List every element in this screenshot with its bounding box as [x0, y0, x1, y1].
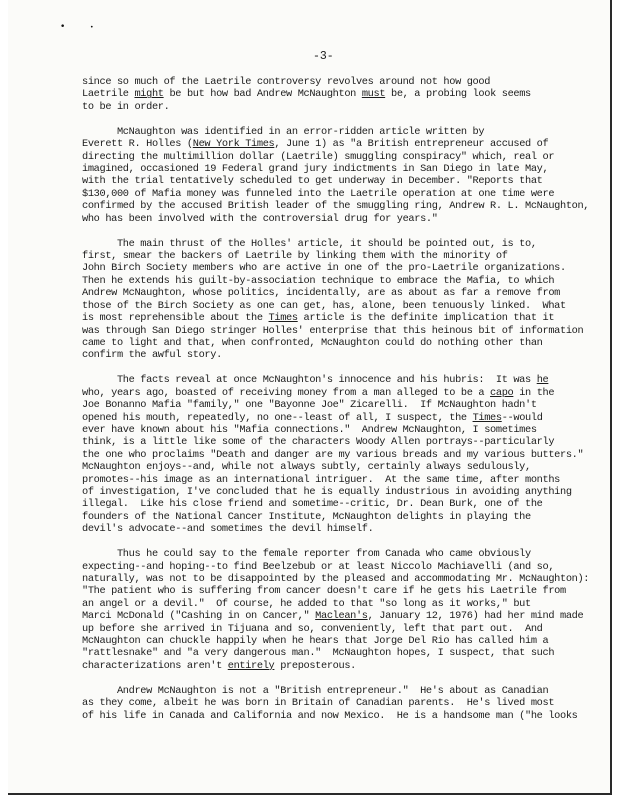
text-line — [82, 561, 582, 573]
text-run: came to light and that, when confronted, McNaughton could do nothing other than — [82, 336, 543, 349]
text-line — [82, 523, 582, 535]
text-line — [82, 461, 582, 473]
text-line — [82, 399, 582, 411]
text-line — [82, 511, 582, 523]
text-run: "rattlesnake" and "a very dangerous man." McNaughton hopes, I suspect, that such — [82, 647, 555, 660]
paragraph — [82, 374, 582, 535]
underlined-text: he — [536, 374, 549, 387]
text-line — [82, 101, 582, 113]
text-line — [82, 250, 582, 262]
text-run: be but how bad Andrew McNaughton — [163, 88, 362, 101]
text-run: to be in order. — [82, 100, 170, 113]
text-run: founders of the National Cancer Institute, McNaughton delights in playing the — [82, 510, 531, 523]
text-line — [82, 151, 582, 163]
text-line — [82, 412, 582, 424]
text-run: McNaughton was identified in an error-ridden article written by — [82, 125, 485, 138]
text-run: Andrew McNaughton, whose politics, incidentally, are as about as far a remove from — [82, 287, 560, 300]
text-line — [82, 88, 582, 100]
text-run: , June 1) as "a British entrepreneur accused of — [274, 138, 549, 151]
text-run: $130,000 of Mafia money was funneled into the Laetrile operation at one time were — [82, 187, 555, 200]
text-run: first, smear the backers of Laetrile by linking them with the minority of — [82, 250, 508, 263]
paragraph — [82, 125, 590, 225]
underlined-text: Times — [472, 411, 502, 424]
text-run: up before she arrived in Tijuana and so, conveniently, left that part out. And — [82, 622, 543, 635]
text-run: promotes--his image as an international intriguer. At the same time, after months — [82, 473, 560, 486]
text-line — [82, 436, 582, 448]
text-line — [82, 710, 582, 722]
text-line — [82, 610, 582, 622]
text-line — [82, 287, 582, 299]
text-run: preposterous. — [274, 659, 356, 672]
text-line — [82, 697, 582, 709]
text-line — [82, 585, 582, 597]
text-run: Then he extends his guilt-by-association technique to embrace the Mafia, to which — [82, 274, 555, 287]
underlined-text: must — [361, 88, 386, 101]
text-line — [82, 647, 582, 659]
text-run: Marci McDonald ("Cashing in on Cancer," — [82, 610, 316, 623]
text-run: Andrew McNaughton is not a "British entrepreneur." He's about as Canadian — [82, 684, 549, 697]
text-line — [82, 238, 582, 250]
text-line — [82, 660, 582, 672]
corner-mark: • — [60, 22, 66, 32]
text-line — [82, 449, 582, 461]
text-line — [82, 424, 582, 436]
text-run: since so much of the Laetrile controversy revolves around not how good — [82, 76, 491, 88]
scan-margin — [0, 0, 8, 800]
underlined-text: capo — [490, 386, 514, 399]
text-run: characterizations aren't — [82, 659, 228, 672]
text-line — [82, 685, 582, 697]
paragraph — [82, 76, 582, 113]
text-run: imagined, occasioned 19 Federal grand jury indictments in San Diego in late May, — [82, 163, 549, 176]
corner-mark: • — [90, 24, 94, 31]
text-line — [82, 623, 582, 635]
text-run: think, is a little like some of the characters Woody Allen portrays--particularly — [82, 436, 555, 449]
text-line — [82, 498, 582, 510]
text-line — [82, 275, 582, 287]
text-line — [82, 325, 582, 337]
text-line — [82, 138, 582, 150]
text-line — [82, 374, 582, 386]
text-line — [82, 573, 590, 585]
text-run: with the trial tentatively scheduled to get underway in December. "Reports that — [82, 175, 543, 188]
text-run: those of the Birch Society as one can get, has, alone, been tenuously linked. What — [82, 299, 566, 312]
text-line — [82, 387, 582, 399]
text-line — [82, 312, 582, 324]
text-line — [82, 486, 582, 498]
text-line — [82, 163, 582, 175]
underlined-text: Times — [268, 312, 298, 325]
text-run: the one who proclaims "Death and danger are my various breads and my various butters." — [82, 448, 584, 461]
text-run: illegal. Like his close friend and sometime--critic, Dr. Dean Burk, one of the — [82, 498, 543, 511]
document-body — [82, 76, 590, 735]
text-run: confirm the awful story. — [82, 349, 222, 362]
text-line — [82, 200, 590, 213]
text-run: article is the definite implication that it — [297, 312, 555, 325]
text-run: Joe Bonanno Mafia "family," one "Bayonne Joe" Zicarelli. If McNaughton hadn't — [82, 399, 537, 412]
text-run: naturally, was not to be disappointed by the pleased and accommodating Mr. McNaughton): — [82, 573, 590, 585]
paragraph — [82, 238, 582, 362]
text-run: who has been involved with the controversial drug for years." — [82, 212, 438, 225]
text-line — [82, 175, 582, 187]
text-run: of his life in Canada and California and now Mexico. He is a handsome man ("he looks — [82, 709, 578, 722]
text-run: The facts reveal at once McNaughton's innocence and his hubris: It was — [82, 374, 537, 387]
text-run: devil's advocate--and sometimes the devil himself. — [82, 523, 374, 536]
text-run: directing the multimillion dollar (Laetrile) smuggling conspiracy" which, real or — [82, 150, 555, 163]
text-run: be, a probing look seems — [385, 88, 531, 101]
text-line — [82, 126, 582, 138]
text-line — [82, 474, 582, 486]
text-run: as they come, albeit he was born in Britain of Canadian parents. He's lived most — [82, 697, 555, 710]
text-run: expecting--and hoping--to find Beelzebub or at least Niccolo Machiavelli (and so, — [82, 560, 555, 573]
text-line — [82, 262, 582, 274]
paragraph — [82, 685, 582, 722]
text-run: of investigation, I've concluded that he is equally industrious in avoiding anything — [82, 485, 572, 498]
text-run: was through San Diego stringer Holles' enterprise that this heinous bit of information — [82, 324, 584, 337]
text-run: , January 12, 1976) had her mind made — [367, 610, 584, 623]
text-run: Thus he could say to the female reporter from Canada who came obviously — [82, 548, 531, 561]
text-line — [82, 337, 582, 349]
text-run: The main thrust of the Holles' article, it should be pointed out, is to, — [82, 237, 537, 250]
text-run: Everett R. Holles ( — [82, 138, 193, 151]
text-run: McNaughton can chuckle happily when he hears that Jorge Del Rio has called him a — [82, 635, 549, 648]
page-number: -3- — [313, 50, 334, 63]
text-line — [82, 213, 582, 225]
text-run: --would — [501, 411, 543, 424]
text-line — [82, 635, 582, 647]
text-run: in the — [513, 386, 555, 399]
text-line — [82, 349, 582, 361]
text-line — [82, 188, 582, 200]
underlined-text: entirely — [227, 659, 275, 672]
text-run: confirmed by the accused British leader of the smuggling ring, Andrew R. L. McNaughton, — [82, 200, 590, 213]
text-run: is most reprehensible about the — [82, 312, 269, 325]
underlined-text: New York Times — [192, 138, 275, 151]
text-line — [82, 300, 582, 312]
text-run: John Birch Society members who are active in one of the pro-Laetrile organizations. — [82, 262, 566, 275]
text-run: opened his mouth, repeatedly, no one--least of all, I suspect, the — [82, 411, 473, 424]
text-line — [82, 76, 582, 88]
paragraph — [82, 548, 590, 672]
text-run: McNaughton enjoys--and, while not always subtly, certainly always sedulously, — [82, 461, 531, 474]
text-run: who, years ago, boasted of receiving money from a man alleged to be a — [82, 386, 491, 399]
underlined-text: Maclean's — [315, 610, 368, 623]
text-run: Laetrile — [82, 88, 135, 101]
text-run: ever have known about his "Mafia connections." Andrew McNaughton, I sometimes — [82, 423, 537, 436]
text-line — [82, 548, 582, 560]
text-line — [82, 598, 582, 610]
underlined-text: might — [134, 88, 164, 101]
text-run: "The patient who is suffering from cancer doesn't care if he gets his Laetrile from — [82, 585, 566, 598]
text-run: an angel or a devil." Of course, he added to that "so long as it works," but — [82, 597, 531, 610]
